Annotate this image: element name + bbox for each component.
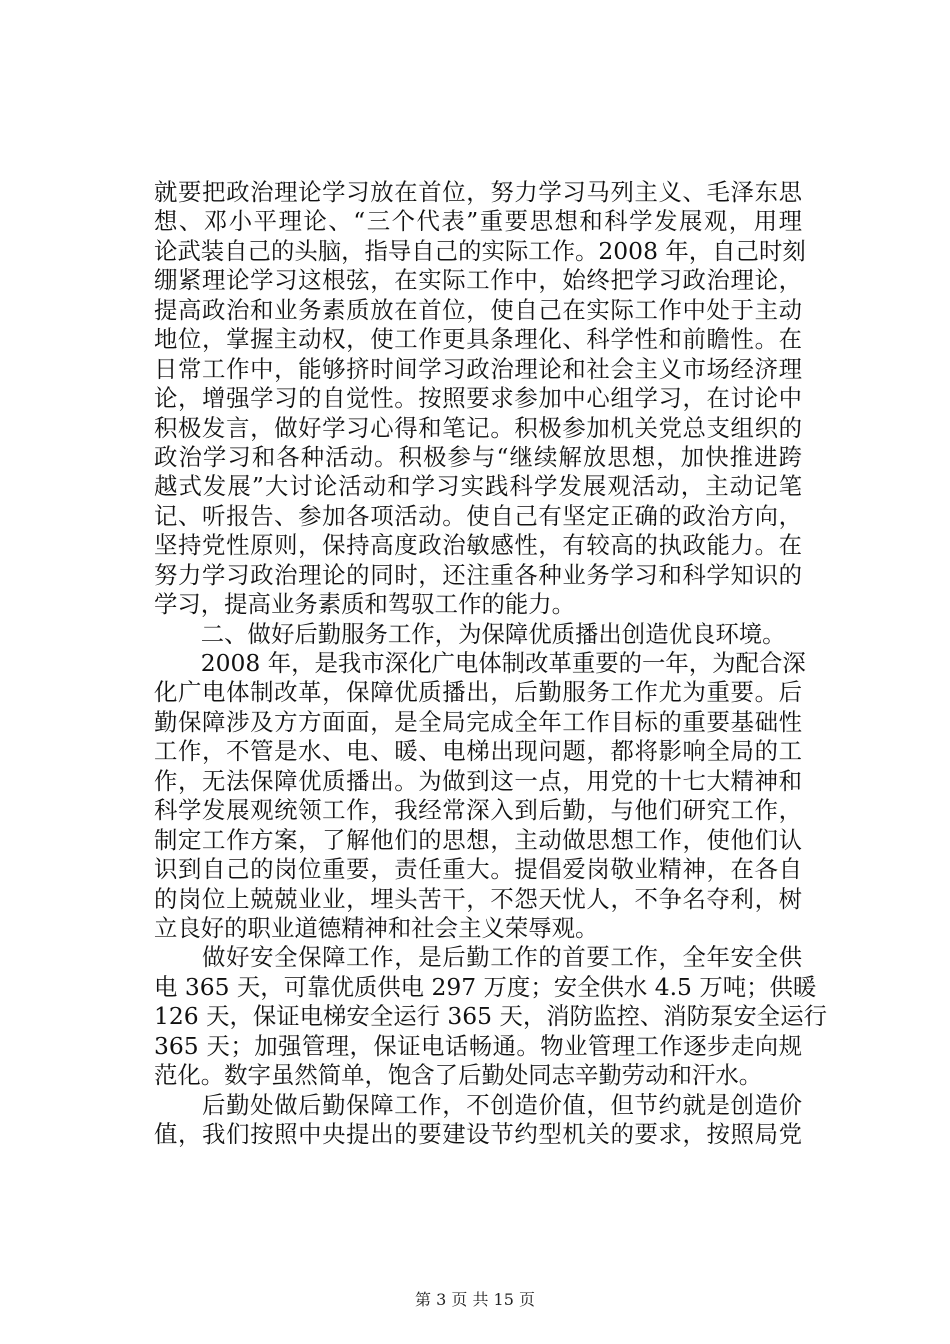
text-line: 的岗位上兢兢业业，埋头苦干，不怨天忧人，不争名夺利，树 <box>154 884 802 913</box>
text-line: 365 天；加强管理，保证电话畅通。物业管理工作逐步走向规 <box>154 1031 802 1060</box>
text-line: 识到自己的岗位重要，责任重大。提倡爱岗敬业精神，在各自 <box>154 855 802 884</box>
text-line: 2008 年，是我市深化广电体制改革重要的一年，为配合深 <box>154 649 806 677</box>
text-line: 就要把政治理论学习放在首位，努力学习马列主义、毛泽东思 <box>154 178 802 206</box>
text-line: 做好安全保障工作，是后勤工作的首要工作，全年安全供 <box>154 943 802 972</box>
text-line: 政治学习和各种活动。积极参与“继续解放思想，加快推进跨 <box>154 442 802 471</box>
text-line: 提高政治和业务素质放在首位，使自己在实际工作中处于主动 <box>154 295 802 324</box>
text-line: 后勤处做后勤保障工作，不创造价值，但节约就是创造价 <box>154 1090 802 1119</box>
text-line: 制定工作方案，了解他们的思想，主动做思想工作，使他们认 <box>154 825 802 854</box>
text-line: 126 天，保证电梯安全运行 365 天，消防监控、消防泵安全运行 <box>154 1002 827 1031</box>
text-line: 努力学习政治理论的同时，还注重各种业务学习和科学知识的 <box>154 560 802 589</box>
text-line: 电 365 天，可靠优质供电 297 万度；安全供水 4.5 万吨；供暖 <box>154 972 817 1001</box>
text-line: 作，无法保障优质播出。为做到这一点，用党的十七大精神和 <box>154 766 802 795</box>
text-line: 论武装自己的头脑，指导自己的实际工作。2008 年，自己时刻 <box>154 236 806 265</box>
text-line: 值，我们按照中央提出的要建设节约型机关的要求，按照局党 <box>154 1120 802 1148</box>
text-line: 立良好的职业道德精神和社会主义荣辱观。 <box>154 913 599 942</box>
text-line: 二、做好后勤服务工作，为保障优质播出创造优良环境。 <box>154 619 786 648</box>
text-line: 越式发展”大讨论活动和学习实践科学发展观活动，主动记笔 <box>154 472 802 501</box>
text-line: 想、邓小平理论、“三个代表”重要思想和科学发展观，用理 <box>154 207 802 236</box>
text-line: 绷紧理论学习这根弦，在实际工作中，始终把学习政治理论， <box>154 266 802 295</box>
text-line: 地位，掌握主动权，使工作更具条理化、科学性和前瞻性。在 <box>154 325 802 354</box>
text-line: 积极发言，做好学习心得和笔记。积极参加机关党总支组织的 <box>154 413 802 442</box>
text-line: 记、听报告、参加各项活动。使自己有坚定正确的政治方向， <box>154 501 802 530</box>
text-line: 科学发展观统领工作，我经常深入到后勤，与他们研究工作， <box>154 796 802 825</box>
document-body <box>154 178 827 1149</box>
text-line: 勤保障涉及方方面面，是全局完成全年工作目标的重要基础性 <box>154 707 802 736</box>
text-line: 化广电体制改革，保障优质播出，后勤服务工作尤为重要。后 <box>154 678 802 707</box>
text-line: 坚持党性原则，保持高度政治敏感性，有较高的执政能力。在 <box>154 531 802 560</box>
text-line: 论，增强学习的自觉性。按照要求参加中心组学习，在讨论中 <box>154 384 802 413</box>
text-line: 日常工作中，能够挤时间学习政治理论和社会主义市场经济理 <box>154 354 802 383</box>
text-line: 学习，提高业务素质和驾驭工作的能力。 <box>154 590 576 619</box>
page-number-footer: 第 3 页 共 15 页 <box>415 1290 535 1309</box>
text-line: 范化。数字虽然简单，饱含了后勤处同志辛勤劳动和汗水。 <box>154 1061 763 1090</box>
text-line: 工作，不管是水、电、暖、电梯出现问题，都将影响全局的工 <box>154 737 802 766</box>
